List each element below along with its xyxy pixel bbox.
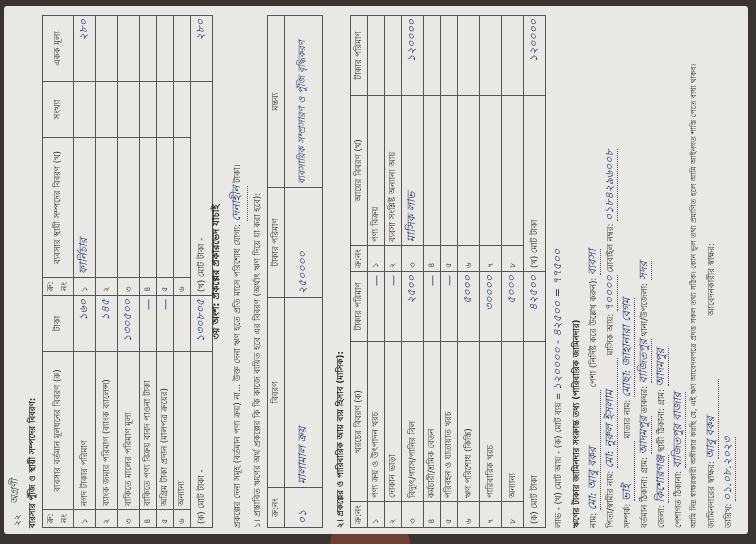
- income-item: ব্যবসা সংশ্লিষ্ট অন্যান্য আয়: [385, 96, 402, 246]
- header-cell: মন্তব্য: [268, 16, 285, 188]
- total-left-label: (ক) মোট টাকা: [524, 342, 546, 528]
- guarantor-present-label: বর্তমান ঠিকানা: গ্রাম:: [640, 457, 650, 528]
- expense-amount: ৫০০০: [458, 272, 480, 342]
- guarantor-father-label: পিতা/স্বামীর নাম:: [606, 470, 616, 528]
- header-cell: সংখ্যা: [43, 82, 74, 138]
- total-right-value: ২৮০: [191, 16, 213, 82]
- table-row: [368, 16, 385, 528]
- row-number: ১: [368, 502, 385, 528]
- income-table: [350, 15, 546, 528]
- expense-item: কর্মচারী/শ্রমিক বেতন: [424, 342, 441, 502]
- expense-amount: ২৫০০: [402, 272, 424, 342]
- row-number: ৪: [140, 278, 157, 296]
- row-number: ৮: [502, 502, 524, 528]
- fixed-asset-unit: ২৮০: [74, 16, 96, 82]
- header-cell: একক মূল্য: [43, 16, 74, 82]
- income-amount: [385, 16, 402, 96]
- row-number: ৭: [480, 502, 502, 528]
- row-number: ১: [74, 510, 96, 528]
- expense-item: বিদ্যুৎ/গ্যাস/পানির বিল: [402, 342, 424, 502]
- income-amount: [458, 16, 480, 96]
- guarantor-post: বাজিতপুর: [637, 339, 650, 384]
- table-row: [458, 16, 480, 528]
- guarantor-workplace: বাজিতপুর বাজার: [671, 392, 684, 469]
- expense-item: পণ্য ক্রয় ও উৎপাদন খরচ: [368, 342, 385, 502]
- row-number: ৫: [441, 246, 458, 272]
- table-row: [174, 16, 191, 528]
- header-cell: ক্র:নং: [268, 488, 285, 528]
- guarantor-income-label: মাসিক আয়:: [606, 313, 616, 356]
- guarantor-relation-label: সম্পর্ক:: [623, 503, 633, 528]
- guarantor-mother: মোছা: জাহানারা বেগম: [620, 297, 633, 398]
- fixed-asset-item: [96, 138, 118, 278]
- fixed-asset-qty: [96, 82, 118, 138]
- row-number: ৫: [157, 510, 174, 528]
- guarantor-name-label: নাম:: [589, 512, 599, 528]
- row-number: ৩: [402, 246, 424, 272]
- debt-line-value: দেনাহীন: [228, 186, 248, 222]
- guarantor-mobile-label: মোবাইল নম্বর:: [606, 223, 616, 273]
- guarantor-occupation: ব্যবসা: [586, 249, 599, 275]
- fixed-asset-qty: [74, 82, 96, 138]
- table-row: [140, 16, 157, 528]
- fixed-asset-unit: [174, 16, 191, 82]
- asset-amount: ১৩০৫০০: [118, 296, 140, 352]
- expense-item: পারিবারিক খরচ: [480, 342, 502, 502]
- net-profit-label: লাভ - (খ) মোট আয় - (ক) মোট ব্যয় =: [554, 392, 564, 528]
- asset-item: অগ্রিম টাকা প্রদান (মালপত্র ক্রয়ের): [157, 352, 174, 510]
- header-cell: খরচের বিবরণ (ক): [351, 342, 368, 502]
- fixed-asset-qty: [118, 82, 140, 138]
- fixed-asset-unit: [140, 16, 157, 82]
- row-number: ৩: [118, 278, 140, 296]
- header-cell: ক্র: নং: [43, 278, 74, 296]
- row-number: ৮: [502, 246, 524, 272]
- income-amount: [480, 16, 502, 96]
- header-cell: টাকার পরিমাণ: [351, 272, 368, 342]
- fixed-asset-qty: [157, 82, 174, 138]
- fixed-asset-item: [157, 138, 174, 278]
- expense-amount: —: [424, 272, 441, 342]
- income-item: [458, 96, 480, 246]
- corner-stamp: অগ্রণী: [10, 478, 21, 504]
- declaration-text: আমি নিম্ন স্বাক্ষরকারী অঙ্গীকার করছি যে, এই ঋণ আবেদনপত্রে প্রদত্ত সকল তথ্য সঠিক। কোন ভুল তথ্য প্রমাণিত হলে আমি আইনগত শাস্তি পেতে বাধ্য থাকব।: [689, 63, 698, 528]
- income-item: পণ্য বিক্রয়: [368, 96, 385, 246]
- row-number: ৪: [140, 510, 157, 528]
- row-number: ৬: [458, 502, 480, 528]
- asset-item: ব্যাংক জমার পরিমাণ (ব্যাংক ব্যালেন্স): [96, 352, 118, 510]
- fixed-asset-qty: [174, 82, 191, 138]
- table-header-row: [43, 16, 74, 528]
- asset-item: অন্যান্য: [174, 352, 191, 510]
- row-number: ২: [385, 246, 402, 272]
- fixed-asset-unit: [96, 16, 118, 82]
- row-number: ০১: [285, 488, 323, 528]
- fixed-asset-item: ফার্নিচার: [74, 138, 96, 278]
- row-number: ৬: [174, 510, 191, 528]
- loan-use-note: ব্যবসায়িক সম্প্রসারণ ও পুঁজি বৃদ্ধিকরণ: [285, 16, 323, 188]
- table-row: [385, 16, 402, 528]
- row-number: ৬: [174, 278, 191, 296]
- asset-amount: ১৬০: [74, 296, 96, 352]
- guarantor-district: কিশোরগঞ্জ: [654, 454, 667, 503]
- header-cell: বিবরণ: [268, 298, 285, 488]
- guarantor-workplace-label: পেশাগত ঠিকানা:: [674, 470, 684, 528]
- asset-item: বাকিতে মালের পরিমাণ মূল্য: [118, 352, 140, 510]
- income-amount: [368, 16, 385, 96]
- fixed-asset-unit: [118, 16, 140, 82]
- table-row: [74, 16, 96, 528]
- guarantor-mother-label: মাতার নাম:: [623, 399, 633, 439]
- income-item: মাসিক লাভ: [402, 96, 424, 246]
- row-number: ৩: [118, 510, 140, 528]
- header-cell: আয়ের বিবরণ (খ): [351, 96, 368, 246]
- asset-amount: —: [157, 296, 174, 352]
- assets-table: [42, 15, 213, 528]
- expense-item: দোকান ভাড়া: [385, 342, 402, 502]
- corner-page-number: ২২: [13, 514, 23, 526]
- income-item: [502, 96, 524, 246]
- table-row: [502, 16, 524, 528]
- guarantor-perm-label: স্থায়ী ঠিকানা: গ্রাম:: [657, 389, 667, 453]
- expense-amount: ৫০০০: [502, 272, 524, 342]
- total-right-label: (খ) মোট টাকা: [524, 96, 546, 272]
- row-number: ২: [96, 510, 118, 528]
- total-left-label: (ক) মোট টাকা -: [191, 352, 213, 528]
- document-page: [4, 6, 748, 534]
- row-number: ৪: [424, 502, 441, 528]
- header-cell: ক্র: নং: [43, 510, 74, 528]
- guarantor-post-label: ডাকঘর:: [640, 385, 650, 414]
- fixed-asset-item: [140, 138, 157, 278]
- income-amount: [502, 16, 524, 96]
- header-cell: ক্র:নং: [351, 502, 368, 528]
- row-number: ১: [368, 246, 385, 272]
- total-left-value: ৪২৫০০: [524, 272, 546, 342]
- row-number: ৭: [480, 246, 502, 272]
- row-number: ৪: [424, 246, 441, 272]
- asset-amount: —: [140, 296, 157, 352]
- total-right-value: ১২০০০০: [524, 16, 546, 96]
- income-item: [480, 96, 502, 246]
- table-row: [402, 16, 424, 528]
- asset-amount: ১৪৫: [96, 296, 118, 352]
- loan-use-amount: ২৫০০০০: [285, 188, 323, 298]
- assets-title: বারসার পুঁজি ও স্থায়ী সম্পদের বিবরণ:: [28, 397, 38, 528]
- table-row: [480, 16, 502, 528]
- net-profit-value: ১২০০০০ - ৪২৫০০ = ৭৭৫০০: [551, 248, 564, 391]
- applicant-sign-label: আবেদনকারীর স্বাক্ষর:: [707, 243, 717, 316]
- table-row: [285, 16, 323, 528]
- debt-line: প্রকল্পের দেনা সমূহ (বর্তমান পণ্য ক্রয়) না... উক্ত দেনা ঋণ হতে প্রতি মাসে পরিশোধ যোগ্য:: [233, 223, 243, 528]
- asset-item: বাকিতে পণ্য বিক্রয় বাবদ পাওনা টাকা: [140, 352, 157, 510]
- guarantor-mobile: ০১৮৪২৯৬০০৮: [603, 149, 616, 221]
- fixed-asset-unit: [157, 16, 174, 82]
- guarantor-title: ঋণের টাকার জামিনদার সংক্রান্ত তথ্য (পারিবারিক জামিনদার): [572, 319, 582, 528]
- section-title: ৩য় অংশ: প্রকল্পের প্রকারভেদ যাচাই: [211, 204, 222, 340]
- guarantor-present: আদমপুর: [637, 416, 650, 455]
- rotated-form: [4, 6, 748, 534]
- row-number: ৬: [458, 246, 480, 272]
- expense-item: পরিবহন ও যাতায়াত খরচ: [441, 342, 458, 502]
- income-title: ২। প্রকল্পের ও পারিবারিক আয় ব্যয় হিসাব (মাসিক):: [336, 351, 346, 528]
- row-number: ১: [74, 278, 96, 296]
- total-left-value: ১৩০৮০৫: [191, 296, 213, 352]
- total-right-label: (খ) মোট টাকা -: [191, 82, 213, 296]
- table-row: [96, 16, 118, 528]
- table-header-row: [351, 16, 368, 528]
- guarantor-father: মো: নুরুল ইসলাম: [602, 358, 618, 468]
- date-value: ০১.০৮.২০২৩: [721, 436, 734, 501]
- expense-amount: ৩০০০০: [480, 272, 502, 342]
- income-amount: [441, 16, 458, 96]
- loan-use-desc: মালামাল ক্রয়: [285, 298, 323, 488]
- guarantor-signature: আবু বকর: [703, 379, 719, 459]
- table-row: [424, 16, 441, 528]
- header-cell: ক্র:নং: [351, 246, 368, 272]
- expense-item: ঋণ পরিশোধ (কিস্তি): [458, 342, 480, 502]
- row-number: ২: [385, 502, 402, 528]
- expense-amount: —: [368, 272, 385, 342]
- guarantor-district-label: জেলা:: [657, 505, 667, 528]
- expense-item: অন্যান্য: [502, 342, 524, 502]
- loan-use-question: ১। প্রস্তাবিত ঋণের অর্থ প্রকল্পের কি কি কাজে ব্যয়িত হবে এর বিবরণ (অর্থাৎ ঋণ দিয়ে যা করা হবে):: [253, 192, 263, 528]
- income-item: [424, 96, 441, 246]
- row-number: ২: [96, 278, 118, 296]
- header-cell: ব্যবসার বর্তমান মূলধনের বিবরণ (ক): [43, 352, 74, 510]
- row-number: ৩: [402, 502, 424, 528]
- loan-use-table: [267, 15, 323, 528]
- fixed-asset-qty: [140, 82, 157, 138]
- table-row: [441, 16, 458, 528]
- guarantor-income: ৭০০০০: [603, 275, 616, 312]
- debt-line-tail: টাকা।: [233, 164, 243, 184]
- income-amount: ১২০০০০: [402, 16, 424, 96]
- date-label: তারিখ:: [724, 503, 734, 528]
- guarantor-sign-label: জামিনদারের স্বাক্ষর:: [707, 461, 717, 528]
- header-cell: ব্যবসার স্থায়ী সম্পদের বিবরণ (খ): [43, 138, 74, 278]
- header-cell: টাকার পরিমাণ: [268, 188, 285, 298]
- expense-amount: —: [385, 272, 402, 342]
- asset-amount: [174, 296, 191, 352]
- guarantor-occupation-label: পেশা (নির্দিষ্ট করে উল্লেখ করুন):: [589, 277, 599, 388]
- row-number: ৫: [441, 502, 458, 528]
- fixed-asset-item: [118, 138, 140, 278]
- guarantor-thana-label: থানা/উপজেলা:: [640, 282, 650, 337]
- guarantor-name: মো: আবু বকর: [585, 390, 601, 510]
- fixed-asset-item: [174, 138, 191, 278]
- row-number: ৫: [157, 278, 174, 296]
- income-amount: [424, 16, 441, 96]
- table-row: [118, 16, 140, 528]
- asset-item: নগদ টাকার পরিমাণ: [74, 352, 96, 510]
- income-item: [441, 96, 458, 246]
- totals-row: [524, 16, 546, 528]
- expense-amount: —: [441, 272, 458, 342]
- guarantor-relation: ভাই: [619, 441, 635, 501]
- table-row: [157, 16, 174, 528]
- header-cell: টাকা: [43, 296, 74, 352]
- table-header-row: [268, 16, 285, 528]
- header-cell: টাকার পরিমাণ: [351, 16, 368, 96]
- guarantor-thana: সদর: [637, 261, 650, 281]
- guarantor-perm: আদমপুর: [654, 348, 667, 387]
